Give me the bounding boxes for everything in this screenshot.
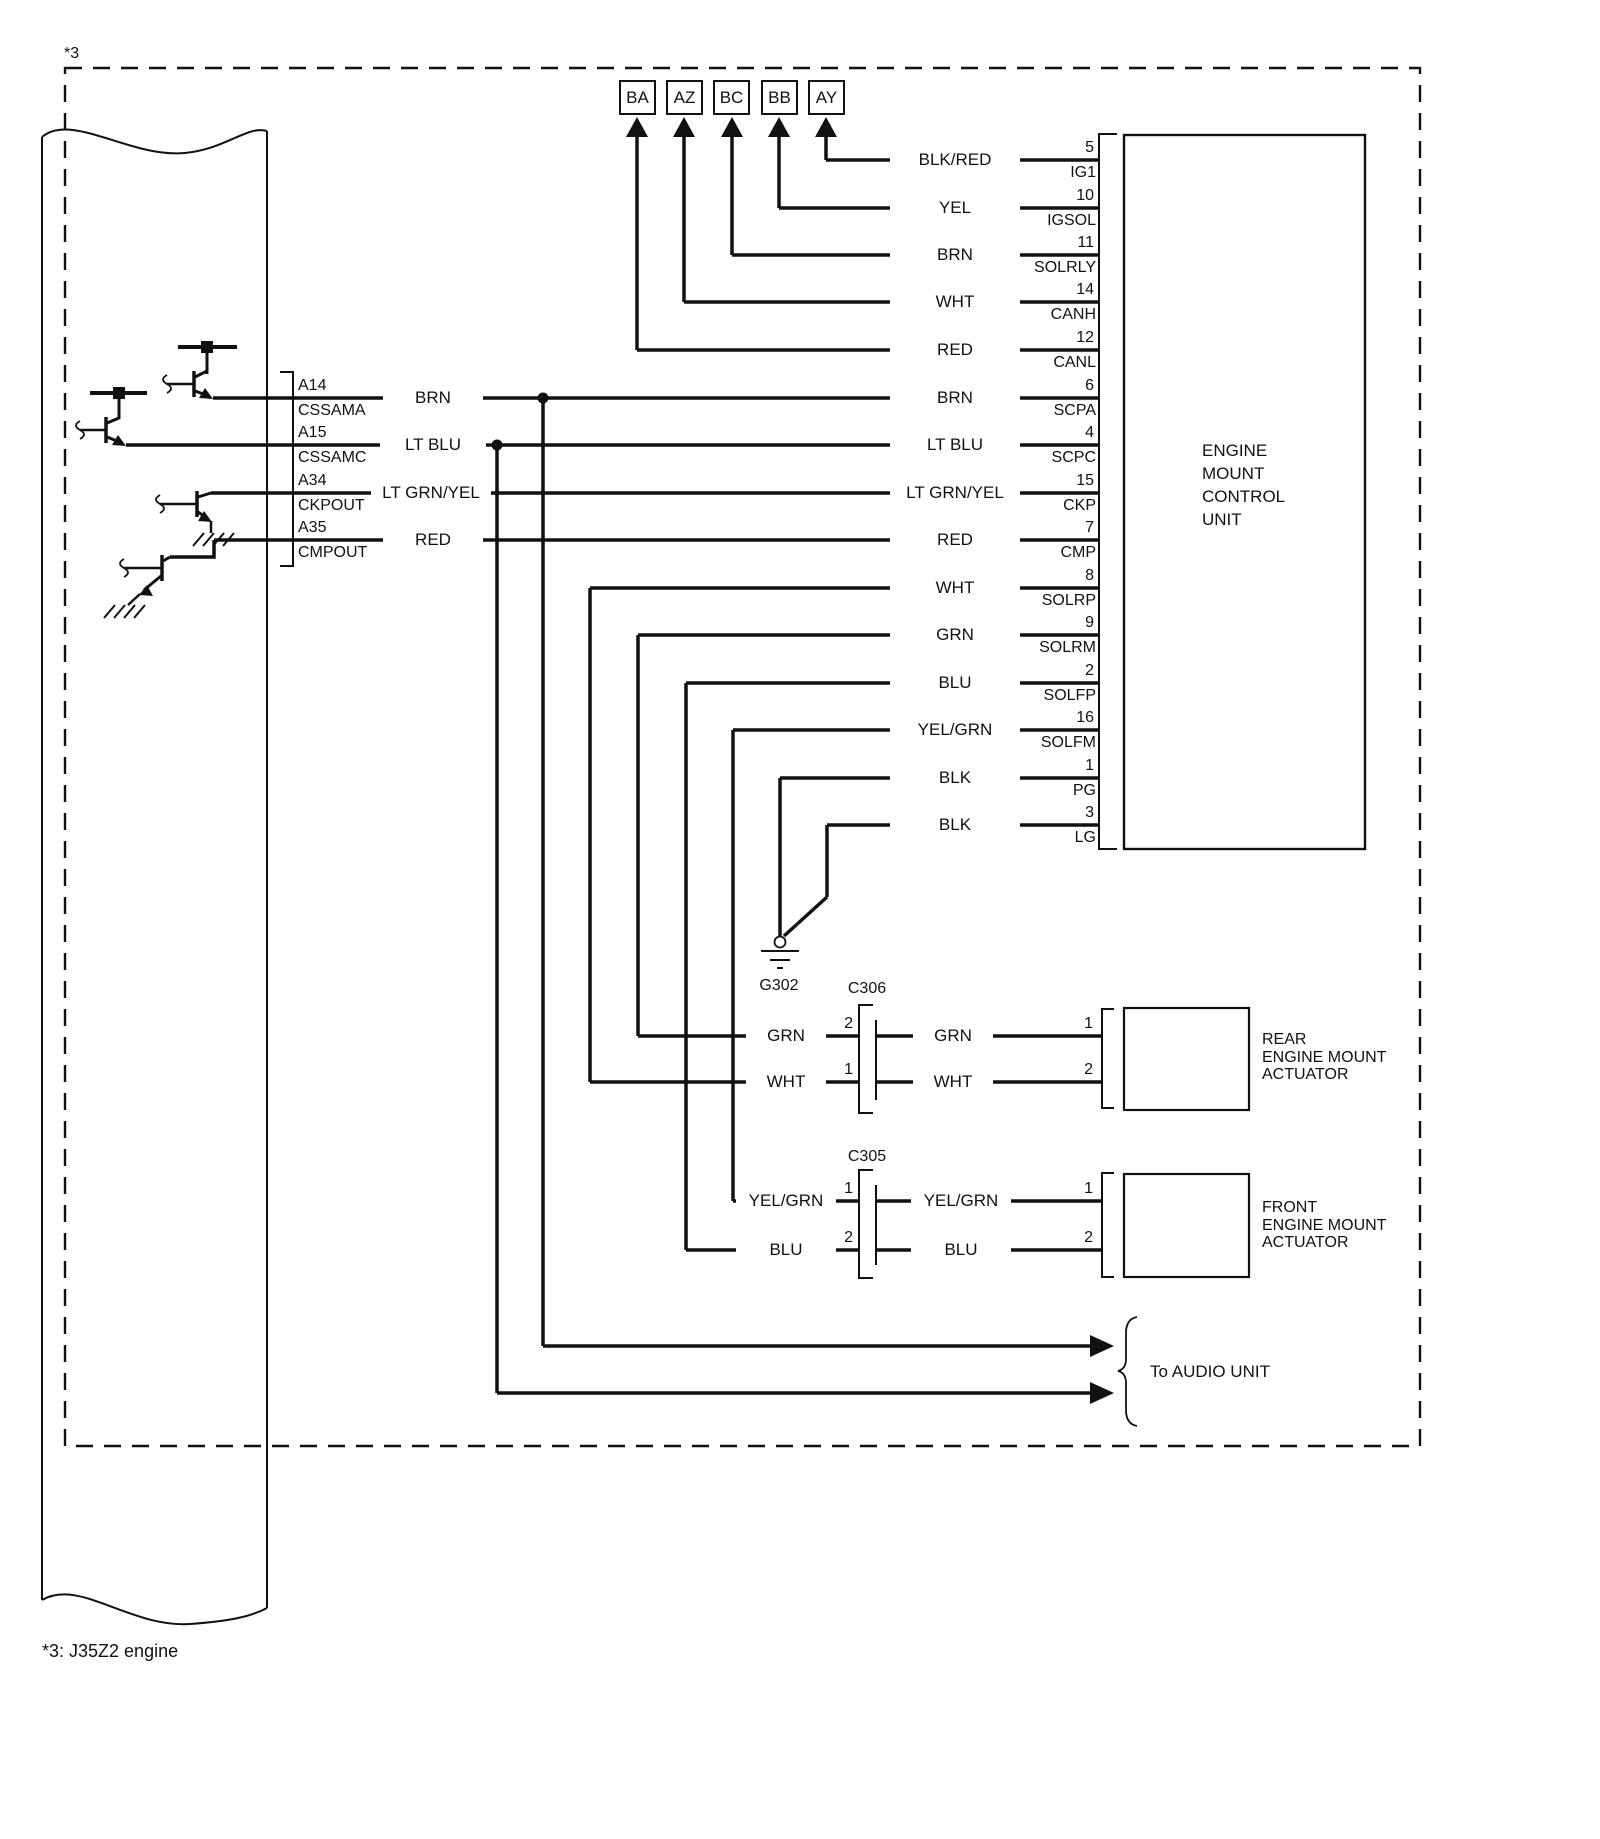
wire-label: YEL xyxy=(890,197,1020,219)
ecu-title-line: MOUNT xyxy=(1202,464,1265,483)
ecu-pin-number: 8 xyxy=(1085,567,1094,584)
wire-label: BLU xyxy=(890,672,1020,694)
transistor-3 xyxy=(156,491,234,546)
c306-pin-number: 2 xyxy=(844,1015,853,1032)
module-pin-name: CMPOUT xyxy=(298,544,370,562)
wire-label: BLK xyxy=(890,767,1020,789)
module-pin-name: CKPOUT xyxy=(298,497,368,515)
ecu-pin-name: SOLRM xyxy=(1039,639,1096,656)
caption-line: FRONT xyxy=(1262,1199,1318,1216)
ecu-pin-number: 2 xyxy=(1085,662,1094,679)
c305-pin-number: 1 xyxy=(844,1180,853,1197)
connector-label-ay: AY xyxy=(815,88,838,107)
ecu-pin-name: CANL xyxy=(1053,354,1096,371)
rear-actuator-caption xyxy=(1262,1031,1386,1084)
note-asterisk3: *3 xyxy=(64,45,80,62)
ecu-title xyxy=(1202,439,1285,531)
wire-label: LT BLU xyxy=(890,434,1020,456)
ecu-pin-name: PG xyxy=(1072,782,1096,799)
front-actuator-pin-number: 2 xyxy=(1084,1229,1093,1246)
ecu-pin-number: 11 xyxy=(1077,234,1094,251)
ecu-pin-name: CMP xyxy=(1060,544,1096,561)
ecu-title-line: ENGINE xyxy=(1202,441,1268,460)
wire-label: YEL/GRN xyxy=(911,1190,1011,1212)
caption-line: ENGINE MOUNT xyxy=(1262,1048,1387,1066)
caption-line: ACTUATOR xyxy=(1262,1234,1349,1251)
ecu-pin-number: 7 xyxy=(1085,519,1094,536)
c305-pin-number: 2 xyxy=(844,1229,853,1246)
left-module-box xyxy=(42,130,267,1625)
wire-label: WHT xyxy=(890,291,1020,313)
module-pin-name: CSSAMA xyxy=(298,402,369,420)
wire-label: YEL/GRN xyxy=(890,719,1020,741)
ecu-pin-number: 12 xyxy=(1076,329,1094,346)
ecu-title-line: CONTROL xyxy=(1202,487,1286,506)
audio-brace xyxy=(1118,1317,1137,1426)
chassis-ground-icon xyxy=(104,605,145,618)
transistor-4 xyxy=(104,540,214,618)
wire-label: GRN xyxy=(890,624,1020,646)
wire-label: WHT xyxy=(746,1071,826,1093)
ecu-pin-name: SCPA xyxy=(1053,402,1096,419)
connector-label-c305: C305 xyxy=(847,1148,887,1165)
rear-actuator-box xyxy=(1124,1008,1249,1110)
ecu-pin-number: 5 xyxy=(1085,139,1094,156)
ecu-pin-number: 1 xyxy=(1085,757,1094,774)
caption-line: ENGINE MOUNT xyxy=(1262,1216,1387,1234)
module-pin-name: CSSAMC xyxy=(298,449,369,467)
ecu-pin-name: LG xyxy=(1074,829,1096,846)
wire-label: BLK/RED xyxy=(890,149,1020,171)
wire-label: LT BLU xyxy=(380,434,486,456)
wire-label: RED xyxy=(890,339,1020,361)
wire-label: WHT xyxy=(890,577,1020,599)
note-engine-footnote: *3: J35Z2 engine xyxy=(42,1641,179,1661)
ecu-pin-name: CKP xyxy=(1063,497,1096,514)
rear-actuator-pin-number: 1 xyxy=(1084,1015,1093,1032)
ecu-pin-number: 16 xyxy=(1076,709,1094,726)
caption-line: ACTUATOR xyxy=(1262,1066,1349,1083)
ecu-pin-number: 10 xyxy=(1076,187,1094,204)
wire-label: GRN xyxy=(746,1025,826,1047)
ecu-pin-name: SOLFM xyxy=(1040,734,1096,751)
ecu-pin-name: SCPC xyxy=(1051,449,1096,466)
module-pin-id: A35 xyxy=(298,519,329,537)
rear-actuator-connector xyxy=(1102,1009,1114,1108)
ecu-pin-number: 14 xyxy=(1076,281,1094,298)
ecu-pin-name: SOLFP xyxy=(1043,687,1096,704)
connector-label-c306: C306 xyxy=(847,980,887,997)
connector-label-bc: BC xyxy=(719,88,744,107)
module-pin-id: A14 xyxy=(298,377,329,395)
wire-label: GRN xyxy=(913,1025,993,1047)
wire-label: LT GRN/YEL xyxy=(890,482,1020,504)
connector-label-ba: BA xyxy=(626,88,649,107)
wire-label: BLU xyxy=(736,1239,836,1261)
wire-label: RED xyxy=(383,529,483,551)
front-actuator-box xyxy=(1124,1174,1249,1277)
transistor-2 xyxy=(76,387,147,446)
ecu-pin-name: SOLRLY xyxy=(1034,259,1096,276)
ecu-pin-name: SOLRP xyxy=(1041,592,1096,609)
top-connector-arrows xyxy=(626,117,837,350)
wire-label: BLK xyxy=(890,814,1020,836)
wire-label: BRN xyxy=(890,244,1020,266)
wire-label: RED xyxy=(890,529,1020,551)
a-connector-bracket xyxy=(280,372,293,566)
wire-label: BLU xyxy=(911,1239,1011,1261)
ecu-pin-number: 9 xyxy=(1085,614,1094,631)
wire-label: BRN xyxy=(890,387,1020,409)
front-actuator-pin-number: 1 xyxy=(1084,1180,1093,1197)
ecu-title-line: UNIT xyxy=(1202,510,1242,529)
front-actuator-caption xyxy=(1262,1199,1386,1252)
ecu-pin-number: 15 xyxy=(1076,472,1094,489)
audio-unit-label: To AUDIO UNIT xyxy=(1150,1362,1270,1381)
module-pin-id: A34 xyxy=(298,472,329,490)
wire-label: BRN xyxy=(383,387,483,409)
module-pin-id: A15 xyxy=(298,424,329,442)
ecu-pin-name: IGSOL xyxy=(1047,212,1096,229)
ground-label-g302: G302 xyxy=(759,977,799,994)
front-actuator-connector xyxy=(1102,1173,1114,1277)
rear-actuator-pin-number: 2 xyxy=(1084,1061,1093,1078)
wire-label: LT GRN/YEL xyxy=(371,482,491,504)
wire-label: WHT xyxy=(913,1071,993,1093)
wire-label: YEL/GRN xyxy=(736,1190,836,1212)
caption-line: REAR xyxy=(1262,1031,1307,1048)
ecu-pin-number: 3 xyxy=(1085,804,1094,821)
connector-label-az: AZ xyxy=(673,88,696,107)
c306-pin-number: 1 xyxy=(844,1061,853,1078)
ecu-pin-number: 6 xyxy=(1085,377,1094,394)
c305-connector xyxy=(686,1170,1102,1278)
drop-wires xyxy=(590,588,827,1250)
ecu-pin-name: IG1 xyxy=(1070,164,1096,181)
ecu-connector-bracket xyxy=(1099,134,1117,849)
ecu-pin-name: CANH xyxy=(1050,306,1096,323)
transistor-1 xyxy=(163,341,237,399)
ecu-pin-number: 4 xyxy=(1085,424,1094,441)
connector-label-bb: BB xyxy=(768,88,791,107)
g302-ground-icon xyxy=(761,937,799,969)
